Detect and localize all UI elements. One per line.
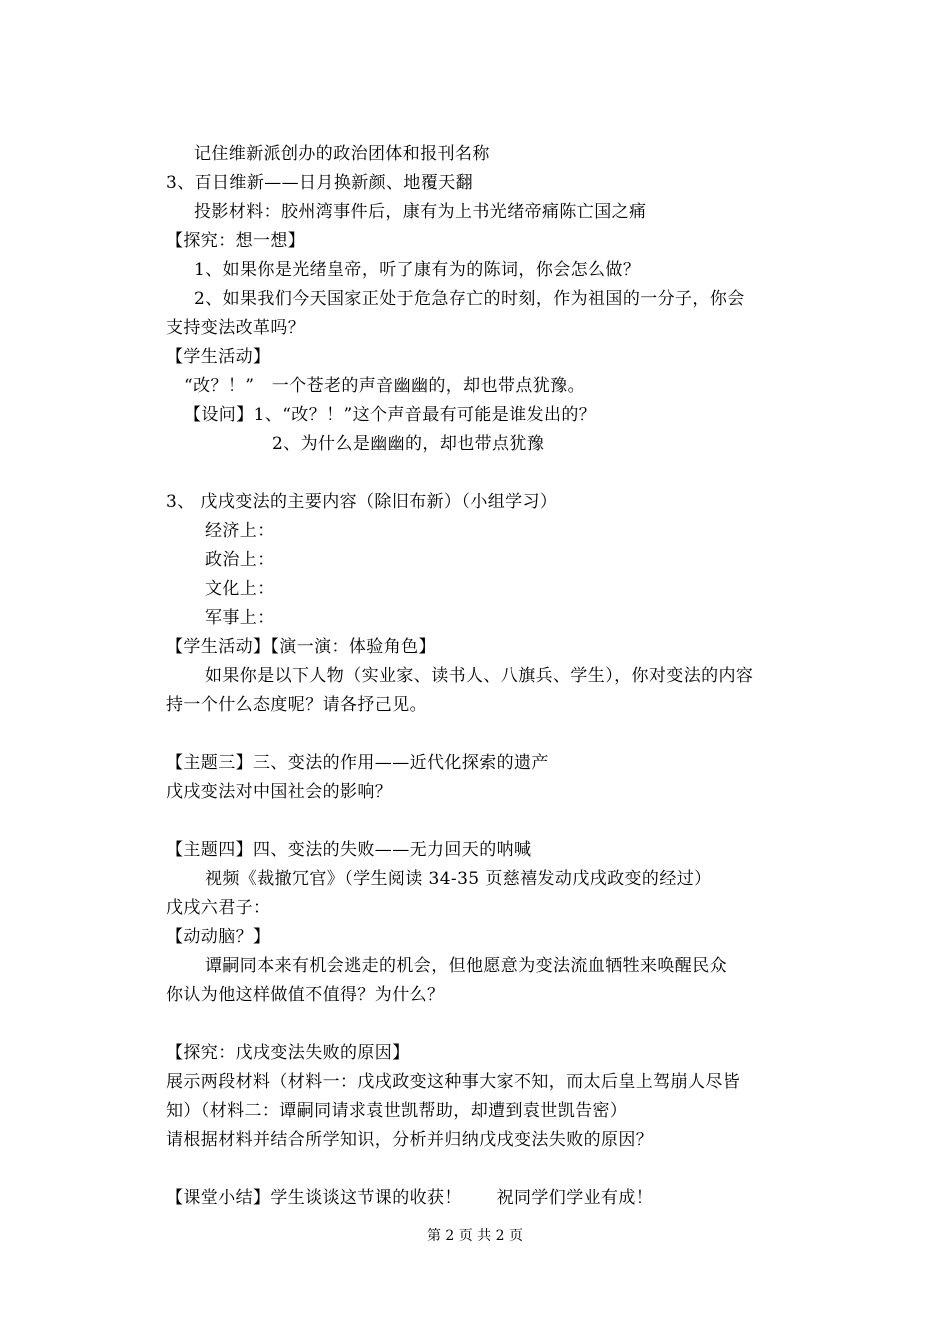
text-line: 记住维新派创办的政治团体和报刊名称: [194, 144, 490, 164]
text-line: 戊戌六君子：: [166, 898, 271, 918]
section-heading: 【学生活动】【演一演：体验角色】: [166, 637, 436, 657]
text-line: 2、如果我们今天国家正处于危急存亡的时刻，作为祖国的一分子，你会: [194, 289, 745, 309]
section-heading: 3、 戊戌变法的主要内容（除旧布新）（小组学习）: [166, 492, 558, 512]
text-line: 军事上：: [205, 608, 275, 628]
text-line: 2、为什么是幽幽的，却也带点犹豫: [272, 434, 545, 454]
text-line: 你认为他这样做值不值得？为什么？: [166, 985, 445, 1005]
section-heading: 【探究：想一想】: [166, 231, 306, 251]
text-line: 文化上：: [205, 579, 275, 599]
text-line: 经济上：: [205, 521, 275, 541]
page-footer: 第 2 页 共 2 页: [426, 1228, 524, 1244]
text-line: 支持变法改革吗？: [166, 318, 306, 338]
text-line: 视频《裁撤冗官》（学生阅读 34-35 页慈禧发动戊戌政变的经过）: [205, 869, 712, 889]
section-heading: 【探究：戊戌变法失败的原因】: [166, 1043, 410, 1063]
text-line: 戊戌变法对中国社会的影响？: [166, 782, 393, 802]
text-line: 谭嗣同本来有机会逃走的机会，但他愿意为变法流血牺牲来唤醒民众: [205, 956, 727, 976]
section-heading: 【主题四】四、变法的失败——无力回天的呐喊: [166, 840, 532, 860]
text-line: 政治上：: [205, 550, 275, 570]
text-line: 持一个什么态度呢？请各抒己见。: [166, 695, 427, 715]
text-line: 如果你是以下人物（实业家、读书人、八旗兵、学生），你对变法的内容: [205, 666, 754, 686]
text-line: 1、如果你是光绪皇帝，听了康有为的陈词，你会怎么做？: [194, 260, 641, 280]
text-line: 知）（材料二：谭嗣同请求袁世凯帮助，却遭到袁世凯告密）: [166, 1101, 628, 1121]
text-line: “改？！” 一个苍老的声音幽幽的，却也带点犹豫。: [184, 376, 585, 396]
section-heading: 【学生活动】: [166, 347, 271, 367]
text-line: 展示两段材料（材料一：戊戌政变这种事大家不知，而太后皇上驾崩人尽皆: [166, 1072, 741, 1092]
text-line: 投影材料：胶州湾事件后，康有为上书光绪帝痛陈亡国之痛: [194, 202, 647, 222]
text-line: 【设问】1、“改？！”这个声音最有可能是谁发出的？: [184, 405, 597, 425]
text-line: 请根据材料并结合所学知识，分析并归纳戊戌变法失败的原因？: [166, 1130, 654, 1150]
section-heading: 【动动脑？】: [166, 927, 271, 947]
section-heading: 3、百日维新——日月换新颜、地覆天翻: [166, 173, 474, 193]
section-heading: 【主题三】三、变法的作用——近代化探索的遗产: [166, 753, 549, 773]
section-heading: 【课堂小结】学生谈谈这节课的收获！ 祝同学们学业有成！: [166, 1188, 654, 1208]
